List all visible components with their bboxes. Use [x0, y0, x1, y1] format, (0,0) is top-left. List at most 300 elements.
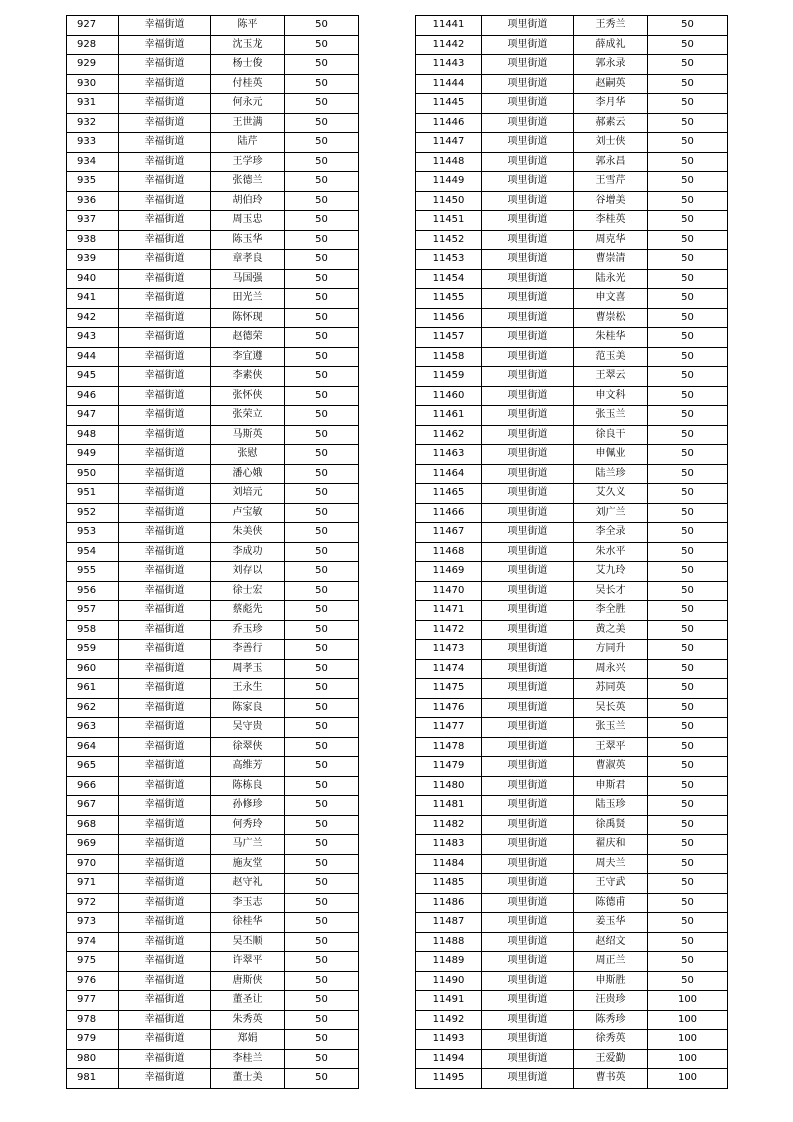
name-cell: 张慰 [211, 445, 285, 465]
district-cell: 幸福街道 [119, 16, 211, 36]
district-cell: 项里街道 [482, 523, 574, 543]
row-number-cell: 980 [67, 1049, 119, 1069]
name-cell: 吴长才 [574, 581, 648, 601]
district-cell: 幸福街道 [119, 1049, 211, 1069]
name-cell: 徐良干 [574, 425, 648, 445]
table-row [67, 16, 359, 36]
amount-cell: 50 [285, 737, 359, 757]
table-row [416, 659, 728, 679]
name-cell: 何秀玲 [211, 815, 285, 835]
amount-cell: 50 [285, 523, 359, 543]
name-cell: 章孝良 [211, 250, 285, 270]
row-number-cell: 943 [67, 328, 119, 348]
table-row [416, 562, 728, 582]
right-roster-table [415, 15, 728, 1089]
table-row [416, 698, 728, 718]
district-cell: 项里街道 [482, 230, 574, 250]
table-row [416, 250, 728, 270]
table-row [67, 932, 359, 952]
amount-cell: 50 [648, 55, 728, 75]
district-cell: 幸福街道 [119, 1030, 211, 1050]
amount-cell: 50 [648, 35, 728, 55]
table-row [416, 367, 728, 387]
table-row [67, 1049, 359, 1069]
table-row [416, 796, 728, 816]
amount-cell: 50 [648, 698, 728, 718]
table-row [67, 152, 359, 172]
district-cell: 幸福街道 [119, 659, 211, 679]
district-cell: 项里街道 [482, 211, 574, 231]
row-number-cell: 11481 [416, 796, 482, 816]
district-cell: 幸福街道 [119, 406, 211, 426]
row-number-cell: 11442 [416, 35, 482, 55]
table-row [67, 815, 359, 835]
row-number-cell: 11470 [416, 581, 482, 601]
amount-cell: 50 [285, 484, 359, 504]
table-row [67, 991, 359, 1011]
row-number-cell: 11473 [416, 640, 482, 660]
row-number-cell: 11495 [416, 1069, 482, 1089]
district-cell: 幸福街道 [119, 581, 211, 601]
table-row [67, 211, 359, 231]
row-number-cell: 981 [67, 1069, 119, 1089]
name-cell: 郝素云 [574, 113, 648, 133]
district-cell: 项里街道 [482, 55, 574, 75]
district-cell: 项里街道 [482, 406, 574, 426]
row-number-cell: 953 [67, 523, 119, 543]
row-number-cell: 948 [67, 425, 119, 445]
amount-cell: 50 [285, 347, 359, 367]
district-cell: 幸福街道 [119, 737, 211, 757]
table-row [416, 1049, 728, 1069]
amount-cell: 50 [648, 152, 728, 172]
district-cell: 项里街道 [482, 484, 574, 504]
district-cell: 项里街道 [482, 1069, 574, 1089]
row-number-cell: 947 [67, 406, 119, 426]
district-cell: 幸福街道 [119, 445, 211, 465]
row-number-cell: 11460 [416, 386, 482, 406]
table-row [416, 406, 728, 426]
row-number-cell: 11478 [416, 737, 482, 757]
district-cell: 幸福街道 [119, 386, 211, 406]
table-row [67, 581, 359, 601]
row-number-cell: 930 [67, 74, 119, 94]
name-cell: 申文喜 [574, 289, 648, 309]
table-row [416, 445, 728, 465]
table-row [416, 757, 728, 777]
table-row [416, 620, 728, 640]
table-row [67, 640, 359, 660]
district-cell: 项里街道 [482, 94, 574, 114]
row-number-cell: 11468 [416, 542, 482, 562]
district-cell: 项里街道 [482, 133, 574, 153]
district-cell: 幸福街道 [119, 854, 211, 874]
amount-cell: 50 [648, 484, 728, 504]
table-row [67, 172, 359, 192]
name-cell: 陈平 [211, 16, 285, 36]
district-cell: 幸福街道 [119, 952, 211, 972]
name-cell: 陆永光 [574, 269, 648, 289]
amount-cell: 50 [648, 659, 728, 679]
name-cell: 申斯君 [574, 776, 648, 796]
table-row [416, 16, 728, 36]
district-cell: 项里街道 [482, 503, 574, 523]
district-cell: 项里街道 [482, 1010, 574, 1030]
district-cell: 项里街道 [482, 1030, 574, 1050]
amount-cell: 50 [648, 796, 728, 816]
table-row [67, 757, 359, 777]
amount-cell: 50 [285, 289, 359, 309]
name-cell: 方同升 [574, 640, 648, 660]
amount-cell: 50 [285, 679, 359, 699]
amount-cell: 50 [648, 406, 728, 426]
row-number-cell: 962 [67, 698, 119, 718]
row-number-cell: 928 [67, 35, 119, 55]
name-cell: 王爱勤 [574, 1049, 648, 1069]
row-number-cell: 11458 [416, 347, 482, 367]
district-cell: 项里街道 [482, 35, 574, 55]
table-row [67, 406, 359, 426]
table-row [67, 913, 359, 933]
name-cell: 王翠平 [574, 737, 648, 757]
row-number-cell: 929 [67, 55, 119, 75]
row-number-cell: 11455 [416, 289, 482, 309]
district-cell: 幸福街道 [119, 757, 211, 777]
amount-cell: 50 [285, 445, 359, 465]
name-cell: 陈栋良 [211, 776, 285, 796]
name-cell: 陈秀珍 [574, 1010, 648, 1030]
district-cell: 幸福街道 [119, 679, 211, 699]
name-cell: 王秀兰 [574, 16, 648, 36]
amount-cell: 50 [648, 815, 728, 835]
name-cell: 徐翠侠 [211, 737, 285, 757]
row-number-cell: 976 [67, 971, 119, 991]
table-row [67, 55, 359, 75]
amount-cell: 100 [648, 1069, 728, 1089]
name-cell: 李桂英 [574, 211, 648, 231]
district-cell: 幸福街道 [119, 991, 211, 1011]
row-number-cell: 931 [67, 94, 119, 114]
amount-cell: 50 [285, 1069, 359, 1089]
row-number-cell: 952 [67, 503, 119, 523]
amount-cell: 50 [285, 913, 359, 933]
row-number-cell: 966 [67, 776, 119, 796]
name-cell: 朱桂华 [574, 328, 648, 348]
name-cell: 许翠平 [211, 952, 285, 972]
name-cell: 吴丕顺 [211, 932, 285, 952]
name-cell: 李成功 [211, 542, 285, 562]
name-cell: 张怀侠 [211, 386, 285, 406]
name-cell: 张荣立 [211, 406, 285, 426]
district-cell: 幸福街道 [119, 133, 211, 153]
amount-cell: 50 [285, 698, 359, 718]
name-cell: 艾久义 [574, 484, 648, 504]
row-number-cell: 11488 [416, 932, 482, 952]
table-row [416, 815, 728, 835]
name-cell: 吴守贵 [211, 718, 285, 738]
name-cell: 黄之美 [574, 620, 648, 640]
amount-cell: 50 [285, 328, 359, 348]
name-cell: 李桂兰 [211, 1049, 285, 1069]
name-cell: 王学珍 [211, 152, 285, 172]
amount-cell: 50 [285, 1049, 359, 1069]
district-cell: 项里街道 [482, 581, 574, 601]
row-number-cell: 973 [67, 913, 119, 933]
name-cell: 陆兰珍 [574, 464, 648, 484]
amount-cell: 50 [285, 172, 359, 192]
row-number-cell: 939 [67, 250, 119, 270]
amount-cell: 50 [648, 757, 728, 777]
amount-cell: 50 [285, 874, 359, 894]
row-number-cell: 938 [67, 230, 119, 250]
row-number-cell: 11461 [416, 406, 482, 426]
district-cell: 幸福街道 [119, 698, 211, 718]
row-number-cell: 963 [67, 718, 119, 738]
name-cell: 赵嗣英 [574, 74, 648, 94]
row-number-cell: 957 [67, 601, 119, 621]
amount-cell: 50 [648, 113, 728, 133]
name-cell: 刘培元 [211, 484, 285, 504]
row-number-cell: 956 [67, 581, 119, 601]
amount-cell: 50 [285, 94, 359, 114]
amount-cell: 50 [648, 932, 728, 952]
table-row [416, 1069, 728, 1089]
row-number-cell: 11449 [416, 172, 482, 192]
amount-cell: 50 [648, 74, 728, 94]
table-row [416, 601, 728, 621]
name-cell: 汪贵珍 [574, 991, 648, 1011]
amount-cell: 50 [285, 971, 359, 991]
table-row [416, 133, 728, 153]
district-cell: 幸福街道 [119, 289, 211, 309]
table-row [67, 1069, 359, 1089]
amount-cell: 50 [285, 74, 359, 94]
row-number-cell: 958 [67, 620, 119, 640]
district-cell: 幸福街道 [119, 601, 211, 621]
district-cell: 幸福街道 [119, 211, 211, 231]
amount-cell: 50 [648, 328, 728, 348]
row-number-cell: 979 [67, 1030, 119, 1050]
amount-cell: 50 [648, 503, 728, 523]
row-number-cell: 11487 [416, 913, 482, 933]
table-row [416, 230, 728, 250]
table-row [67, 328, 359, 348]
row-number-cell: 954 [67, 542, 119, 562]
name-cell: 付桂英 [211, 74, 285, 94]
amount-cell: 50 [285, 562, 359, 582]
table-row [67, 1030, 359, 1050]
amount-cell: 50 [285, 386, 359, 406]
table-row [416, 269, 728, 289]
row-number-cell: 11446 [416, 113, 482, 133]
table-row [67, 776, 359, 796]
table-row [67, 113, 359, 133]
amount-cell: 50 [285, 250, 359, 270]
table-row [416, 640, 728, 660]
row-number-cell: 967 [67, 796, 119, 816]
name-cell: 朱秀英 [211, 1010, 285, 1030]
name-cell: 杨士俊 [211, 55, 285, 75]
row-number-cell: 978 [67, 1010, 119, 1030]
row-number-cell: 11491 [416, 991, 482, 1011]
district-cell: 项里街道 [482, 796, 574, 816]
right-roster-body [416, 16, 728, 1089]
table-row [416, 952, 728, 972]
amount-cell: 50 [285, 854, 359, 874]
row-number-cell: 11457 [416, 328, 482, 348]
row-number-cell: 949 [67, 445, 119, 465]
name-cell: 吴长英 [574, 698, 648, 718]
table-row [416, 35, 728, 55]
table-row [67, 737, 359, 757]
amount-cell: 50 [648, 737, 728, 757]
row-number-cell: 971 [67, 874, 119, 894]
table-row [67, 250, 359, 270]
table-row [67, 718, 359, 738]
row-number-cell: 961 [67, 679, 119, 699]
row-number-cell: 11444 [416, 74, 482, 94]
amount-cell: 50 [285, 367, 359, 387]
row-number-cell: 944 [67, 347, 119, 367]
district-cell: 项里街道 [482, 289, 574, 309]
table-row [67, 854, 359, 874]
amount-cell: 50 [285, 1030, 359, 1050]
table-row [67, 796, 359, 816]
amount-cell: 50 [648, 172, 728, 192]
table-row [67, 562, 359, 582]
district-cell: 项里街道 [482, 562, 574, 582]
district-cell: 幸福街道 [119, 113, 211, 133]
amount-cell: 50 [648, 854, 728, 874]
row-number-cell: 11469 [416, 562, 482, 582]
name-cell: 陈怀现 [211, 308, 285, 328]
district-cell: 幸福街道 [119, 913, 211, 933]
row-number-cell: 11471 [416, 601, 482, 621]
name-cell: 施友堂 [211, 854, 285, 874]
table-row [67, 679, 359, 699]
row-number-cell: 11467 [416, 523, 482, 543]
name-cell: 王翠云 [574, 367, 648, 387]
district-cell: 项里街道 [482, 191, 574, 211]
name-cell: 徐秀英 [574, 1030, 648, 1050]
row-number-cell: 11445 [416, 94, 482, 114]
table-row [416, 913, 728, 933]
district-cell: 幸福街道 [119, 172, 211, 192]
amount-cell: 50 [285, 230, 359, 250]
name-cell: 刘存以 [211, 562, 285, 582]
row-number-cell: 11490 [416, 971, 482, 991]
name-cell: 陆芹 [211, 133, 285, 153]
amount-cell: 50 [648, 289, 728, 309]
table-row [67, 893, 359, 913]
district-cell: 项里街道 [482, 835, 574, 855]
row-number-cell: 11477 [416, 718, 482, 738]
table-row [416, 191, 728, 211]
amount-cell: 50 [648, 464, 728, 484]
district-cell: 幸福街道 [119, 35, 211, 55]
table-row [67, 191, 359, 211]
amount-cell: 50 [285, 1010, 359, 1030]
table-row [416, 211, 728, 231]
district-cell: 项里街道 [482, 932, 574, 952]
row-number-cell: 936 [67, 191, 119, 211]
row-number-cell: 965 [67, 757, 119, 777]
name-cell: 郭永录 [574, 55, 648, 75]
amount-cell: 50 [285, 620, 359, 640]
district-cell: 幸福街道 [119, 523, 211, 543]
amount-cell: 50 [285, 191, 359, 211]
row-number-cell: 946 [67, 386, 119, 406]
amount-cell: 50 [285, 425, 359, 445]
amount-cell: 50 [648, 971, 728, 991]
district-cell: 项里街道 [482, 913, 574, 933]
district-cell: 项里街道 [482, 737, 574, 757]
row-number-cell: 11450 [416, 191, 482, 211]
row-number-cell: 977 [67, 991, 119, 1011]
amount-cell: 50 [285, 308, 359, 328]
table-row [67, 425, 359, 445]
district-cell: 项里街道 [482, 464, 574, 484]
row-number-cell: 11459 [416, 367, 482, 387]
name-cell: 周夫兰 [574, 854, 648, 874]
name-cell: 陆玉珍 [574, 796, 648, 816]
row-number-cell: 11454 [416, 269, 482, 289]
amount-cell: 100 [648, 1030, 728, 1050]
table-row [416, 776, 728, 796]
name-cell: 翟庆和 [574, 835, 648, 855]
amount-cell: 50 [648, 230, 728, 250]
table-row [416, 581, 728, 601]
amount-cell: 50 [648, 718, 728, 738]
row-number-cell: 972 [67, 893, 119, 913]
amount-cell: 50 [285, 542, 359, 562]
name-cell: 赵绍文 [574, 932, 648, 952]
name-cell: 李素侠 [211, 367, 285, 387]
name-cell: 薛成礼 [574, 35, 648, 55]
district-cell: 项里街道 [482, 776, 574, 796]
table-row [416, 55, 728, 75]
name-cell: 姜玉华 [574, 913, 648, 933]
district-cell: 幸福街道 [119, 1010, 211, 1030]
amount-cell: 50 [285, 835, 359, 855]
table-row [67, 971, 359, 991]
row-number-cell: 11462 [416, 425, 482, 445]
district-cell: 项里街道 [482, 601, 574, 621]
row-number-cell: 935 [67, 172, 119, 192]
amount-cell: 100 [648, 1049, 728, 1069]
row-number-cell: 11484 [416, 854, 482, 874]
table-row [416, 737, 728, 757]
table-row [416, 484, 728, 504]
amount-cell: 50 [648, 367, 728, 387]
table-row [416, 308, 728, 328]
name-cell: 马斯英 [211, 425, 285, 445]
left-roster-table [66, 15, 359, 1089]
name-cell: 张德兰 [211, 172, 285, 192]
name-cell: 范玉美 [574, 347, 648, 367]
name-cell: 李月华 [574, 94, 648, 114]
name-cell: 刘士侠 [574, 133, 648, 153]
district-cell: 项里街道 [482, 308, 574, 328]
name-cell: 李玉志 [211, 893, 285, 913]
row-number-cell: 933 [67, 133, 119, 153]
table-row [67, 1010, 359, 1030]
name-cell: 申佩业 [574, 445, 648, 465]
amount-cell: 50 [648, 640, 728, 660]
amount-cell: 50 [285, 464, 359, 484]
district-cell: 幸福街道 [119, 484, 211, 504]
table-row [416, 835, 728, 855]
